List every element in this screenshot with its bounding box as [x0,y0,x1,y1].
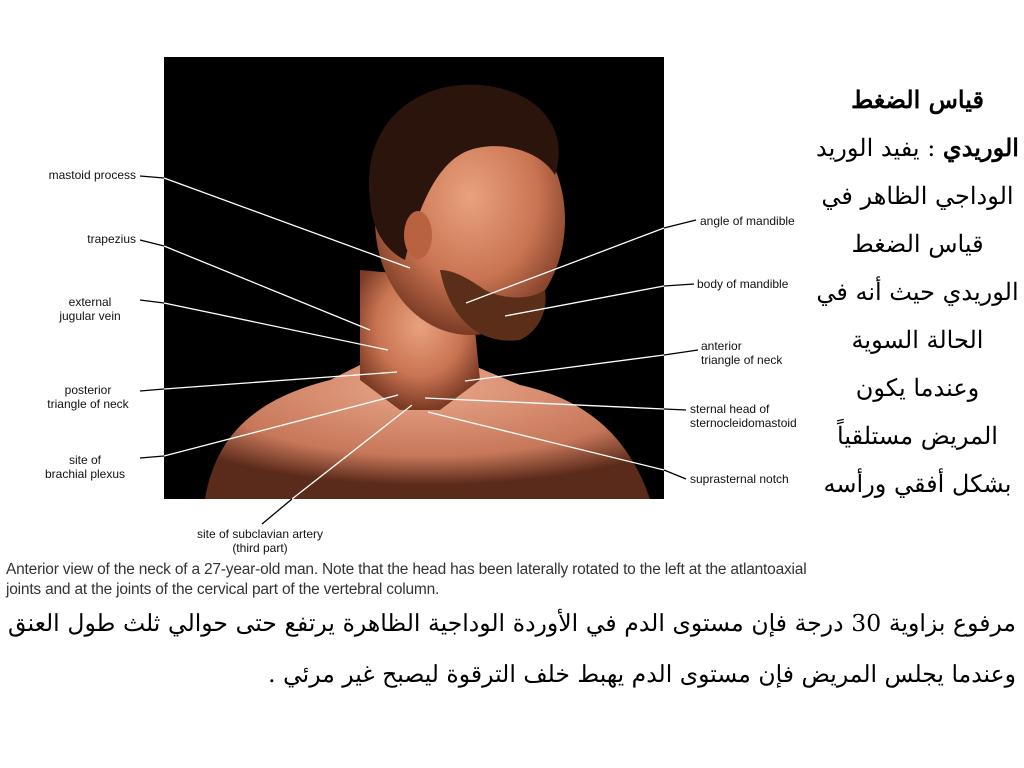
label-trapezius: trapezius [87,232,136,246]
bottom-paragraph: مرفوع بزاوية 30 درجة فإن مستوى الدم في الأوردة الوداجية الظاهرة يرتفع حتى حوالي ثلث طول العنق وعندما يجلس المريض فإن مستوى الدم يهبط خلف الترقوة ليصبح غير مرئي . [8,609,1016,688]
label-external-jugular-vein: external jugular vein [59,295,121,323]
figure-caption: Anterior view of the neck of a 27-year-old man. Note that the head has been laterally rotated to the left at the atlantoaxial joints and at the joints of the cervical part of the vertebral column. [6,561,807,598]
label-posterior-triangle: posterior triangle of neck [47,383,129,411]
section-heading: قياس الضغط الوريدي [851,85,1019,162]
label-sternal-head: sternal head of sternocleidomastoid [690,402,797,430]
label-anterior-triangle: anterior triangle of neck [701,339,783,367]
label-body-of-mandible: body of mandible [697,277,789,291]
label-angle-of-mandible: angle of mandible [700,214,795,228]
man-silhouette [205,85,650,499]
label-subclavian-artery: site of subclavian artery (third part) [196,527,324,555]
side-paragraph-body: : يفيد الوريد الوداجي الظاهر في قياس الضغط الوريدي حيث أنه في الحالة السوية وعندما يكون المريض مستلقياً بشكل أفقي ورأسه [816,134,1019,498]
label-suprasternal-notch: suprasternal notch [690,472,789,486]
side-paragraph [815,76,1020,508]
label-mastoid-process: mastoid process [48,168,136,182]
label-brachial-plexus: site of brachial plexus [44,453,126,481]
